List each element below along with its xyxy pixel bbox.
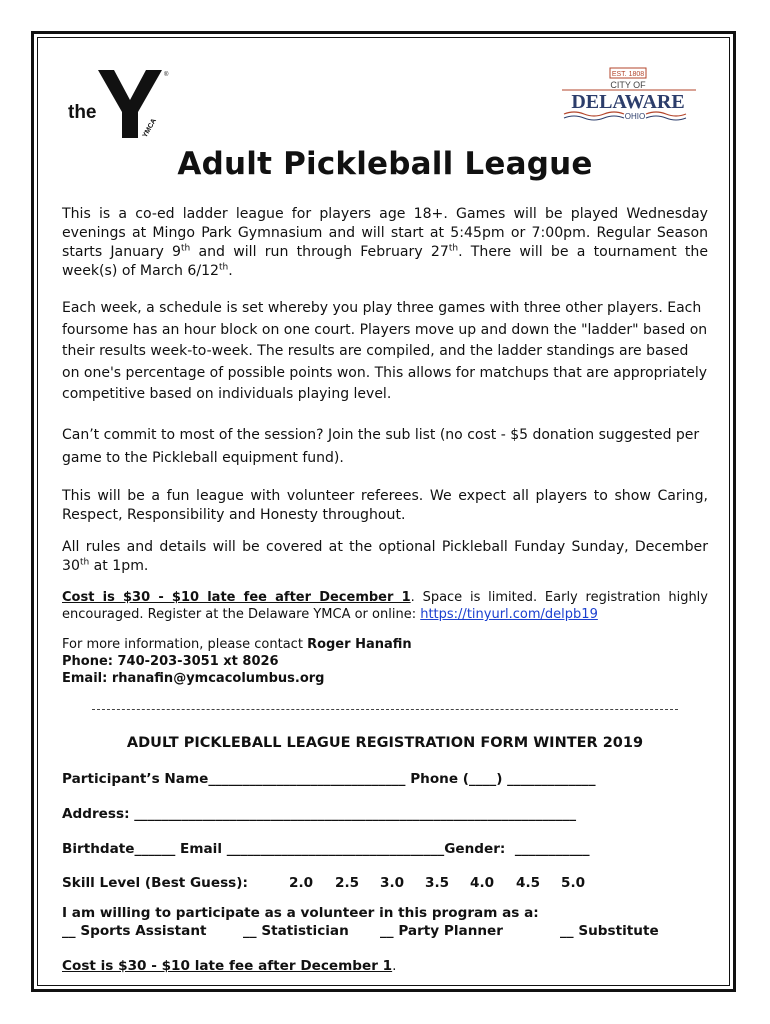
intro-sup-2: th bbox=[448, 243, 459, 254]
contact-name: Roger Hanafin bbox=[307, 637, 412, 652]
volunteer-role[interactable]: __ Party Planner bbox=[380, 923, 503, 939]
form-cost-bold: Cost is $30 - $10 late fee after December 1 bbox=[62, 958, 393, 974]
funday-sup: th bbox=[79, 557, 90, 568]
intro-sup-1: th bbox=[181, 243, 191, 254]
form-name-phone-row[interactable]: Participant’s Name_____________________________ Phone (____) _____________ bbox=[62, 771, 596, 787]
volunteer-prompt: I am willing to participate as a volunteer in this program as a: bbox=[62, 905, 539, 921]
volunteer-role[interactable]: __ Substitute bbox=[560, 923, 659, 939]
ymca-the-text: the bbox=[68, 102, 97, 123]
ymca-logo bbox=[64, 66, 174, 146]
form-cost-end: . bbox=[392, 958, 397, 974]
funday-paragraph bbox=[62, 538, 708, 576]
skill-level-option[interactable]: 3.5 bbox=[425, 875, 450, 891]
intro-paragraph bbox=[62, 205, 708, 281]
cost-rest: . Space is limited. Early registration highly encouraged. Register at the Delaware YMCA or online: bbox=[62, 590, 708, 622]
page-title: Adult Pickleball League bbox=[177, 146, 593, 182]
skill-level-option[interactable]: 2.5 bbox=[335, 875, 360, 891]
contact-email: Email: rhanafin@ymcacolumbus.org bbox=[62, 671, 325, 686]
form-birthdate-email-gender-row[interactable]: Birthdate______ Email ________________________________Gender: ___________ bbox=[62, 841, 590, 857]
intro-text-d: . bbox=[228, 263, 233, 279]
intro-sup-3: th bbox=[219, 262, 229, 273]
conduct-paragraph: This will be a fun league with volunteer referees. We expect all players to show Caring, Respect, Responsibility and Honesty throughout. bbox=[62, 488, 708, 523]
volunteer-role[interactable]: __ Statistician bbox=[243, 923, 349, 939]
volunteer-role[interactable]: __ Sports Assistant bbox=[62, 923, 207, 939]
cut-line bbox=[92, 709, 678, 710]
intro-text-c: . There will be a tournament the week(s) of March 6/12 bbox=[62, 244, 708, 279]
delaware-state: OHIO bbox=[624, 112, 646, 121]
delaware-logo bbox=[556, 66, 702, 130]
contact-line bbox=[62, 636, 708, 653]
form-cost-line bbox=[62, 958, 396, 974]
ymca-sub-text: YMCA bbox=[141, 117, 159, 139]
skill-level-option[interactable]: 4.5 bbox=[516, 875, 541, 891]
form-title: ADULT PICKLEBALL LEAGUE REGISTRATION FORM WINTER 2019 bbox=[126, 735, 644, 751]
form-address-row[interactable]: Address: _________________________________________________________________ bbox=[62, 806, 577, 822]
delaware-name: DELAWARE bbox=[571, 91, 685, 113]
skill-level-option[interactable]: 5.0 bbox=[561, 875, 586, 891]
contact-phone: Phone: 740-203-3051 xt 8026 bbox=[62, 654, 279, 669]
skill-level-option[interactable]: 3.0 bbox=[380, 875, 405, 891]
intro-text-b: and will run through February 27 bbox=[190, 244, 449, 260]
skill-level-option[interactable]: 2.0 bbox=[289, 875, 314, 891]
sub-list-paragraph: Can’t commit to most of the session? Join the sub list (no cost - $5 donation suggested per game to the Pickleball equipment fund). bbox=[62, 427, 700, 466]
intro-text-a: This is a co-ed ladder league for players age 18+. Games will be played Wednesday evenings at Mingo Park Gymnasium and will start at 5:45pm or 7:00pm. Regular Season starts January 9 bbox=[62, 206, 708, 260]
funday-text-a: All rules and details will be covered at the optional Pickleball Funday Sunday, December 30 bbox=[62, 539, 708, 574]
registration-link[interactable]: https://tinyurl.com/delpb19 bbox=[420, 607, 598, 622]
skill-level-option[interactable]: 4.0 bbox=[470, 875, 495, 891]
format-paragraph: Each week, a schedule is set whereby you play three games with three other players. Each foursome has an hour block on one court. Players move up and down the "ladder" based on their results week-to-week. The results are compiled, and the ladder standings are based on one's percentage of possible points won. This allows for matchups that are appropriately competitive based on individuals playing level. bbox=[62, 300, 708, 402]
funday-text-b: at 1pm. bbox=[89, 558, 149, 574]
cost-bold: Cost is $30 - $10 late fee after December 1 bbox=[62, 590, 411, 605]
delaware-est: EST. 1808 bbox=[611, 71, 645, 78]
delaware-city-of: CITY OF bbox=[610, 80, 646, 90]
contact-lead: For more information, please contact bbox=[62, 637, 308, 652]
skill-level-label: Skill Level (Best Guess): bbox=[62, 875, 248, 891]
ymca-trademark: ® bbox=[164, 72, 169, 78]
contact-block bbox=[62, 636, 708, 687]
cost-paragraph bbox=[62, 589, 708, 623]
